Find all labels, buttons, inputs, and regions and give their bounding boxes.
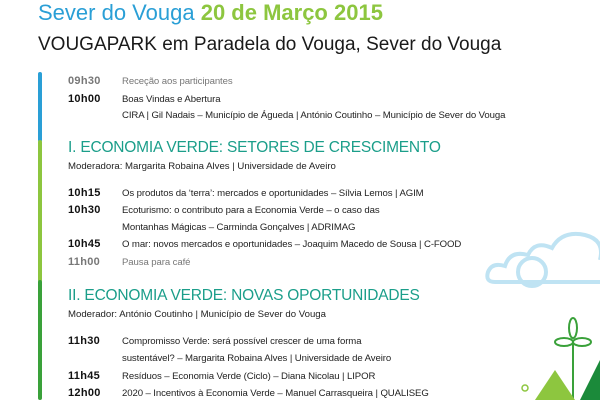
agenda-text: sustentável? – Margarita Robaina Alves | Universidade de Aveiro — [122, 353, 392, 364]
agenda-text: Ecoturismo: o contributo para a Economia Verde – o caso das — [122, 205, 380, 216]
timeline-bar-dark-green — [38, 280, 42, 400]
time: 12h00 — [68, 387, 101, 399]
leaf-icon — [522, 385, 528, 391]
agenda-text: Os produtos da ‘terra’: mercados e oportunidades – Sílvia Lemos | AGIM — [122, 188, 424, 199]
event-title — [38, 0, 383, 26]
time: 10h15 — [68, 187, 101, 199]
event-venue: VOUGAPARK em Paradela do Vouga, Sever do Vouga — [38, 34, 502, 55]
time: 10h30 — [68, 204, 101, 216]
section-title: I. ECONOMIA VERDE: SETORES DE CRESCIMENTO — [68, 139, 441, 156]
time: 11h45 — [68, 370, 101, 382]
agenda-detail: CIRA | Gil Nadais – Município de Águeda | António Coutinho – Município de Sever do Vouga — [122, 110, 506, 121]
cloud-icon — [487, 234, 600, 286]
agenda-text: Boas Vindas e Abertura — [122, 94, 221, 105]
event-place: Sever do Vouga — [38, 0, 195, 25]
timeline-bar-green — [38, 140, 42, 282]
agenda-text: Compromisso Verde: será possível crescer de uma forma — [122, 336, 362, 347]
tree-icon — [535, 370, 575, 400]
time: 11h30 — [68, 335, 101, 347]
moderator: Moderador: António Coutinho | Município de Sever do Vouga — [68, 309, 326, 320]
agenda-text: Receção aos participantes — [122, 76, 233, 87]
time: 10h45 — [68, 238, 101, 250]
timeline-bar-blue — [38, 72, 42, 142]
agenda-text: Montanhas Mágicas – Carminda Gonçalves | ADRIMAG — [122, 222, 356, 233]
time: 11h00 — [68, 256, 101, 268]
time: 09h30 — [68, 75, 101, 87]
agenda-text: Resíduos – Economia Verde (Ciclo) – Diana Nicolau | LIPOR — [122, 371, 376, 382]
decoration-illustration — [480, 200, 600, 400]
tree-icon — [580, 360, 600, 400]
section-title: II. ECONOMIA VERDE: NOVAS OPORTUNIDADES — [68, 287, 420, 304]
time: 10h00 — [68, 93, 101, 105]
agenda-text: Pausa para café — [122, 257, 191, 268]
agenda-text: 2020 – Incentivos à Economia Verde – Manuel Carrasqueira | QUALISEG — [122, 388, 429, 399]
moderator: Moderadora: Margarita Robaina Alves | Universidade de Aveiro — [68, 161, 336, 172]
agenda-text: O mar: novos mercados e oportunidades – Joaquim Macedo de Sousa | C-FOOD — [122, 239, 462, 250]
event-date: 20 de Março 2015 — [200, 0, 383, 25]
